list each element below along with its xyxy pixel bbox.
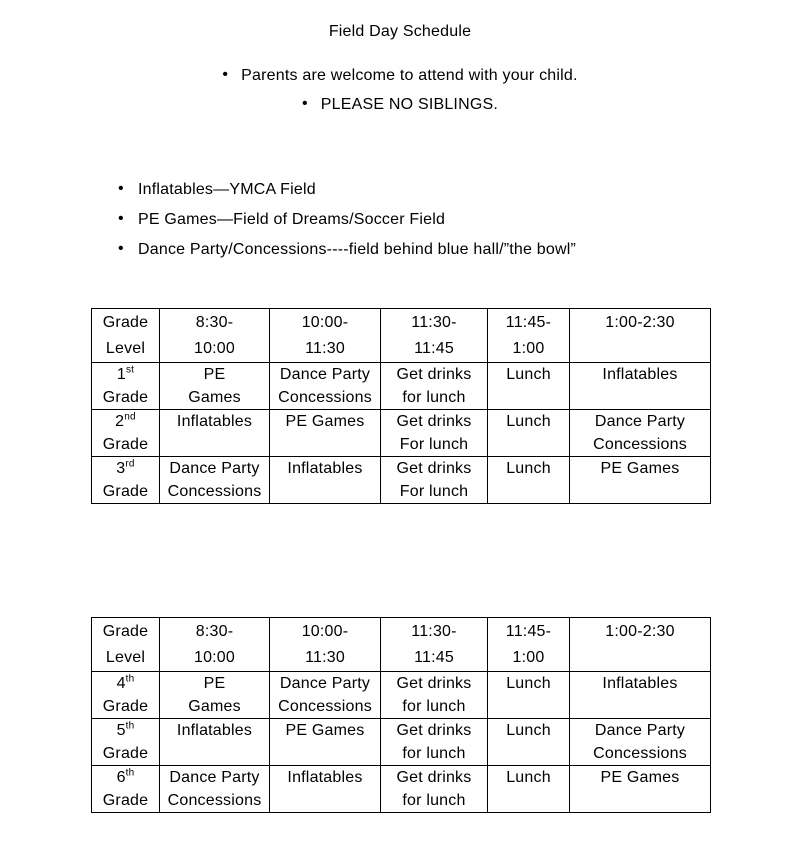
- schedule-cell: PE Games: [570, 766, 711, 813]
- locations-list: [118, 175, 576, 265]
- location-text: Inflatables—YMCA Field: [138, 181, 316, 198]
- schedule-cell: Get drinks for lunch: [381, 766, 488, 813]
- bullet-icon: •: [118, 240, 124, 257]
- schedule-cell: Lunch: [488, 410, 570, 457]
- table-row: [92, 766, 711, 813]
- header-cell: 8:30- 10:00: [160, 618, 270, 672]
- bullet-icon: •: [301, 95, 308, 112]
- schedule-cell: PE Games: [270, 410, 381, 457]
- schedule-cell: Get drinks for lunch: [381, 719, 488, 766]
- header-cell: 10:00- 11:30: [270, 618, 381, 672]
- table-header-row: [92, 618, 711, 672]
- schedule-cell: Inflatables: [270, 766, 381, 813]
- schedule-cell: Get drinks for lunch: [381, 672, 488, 719]
- note-item: [0, 61, 800, 90]
- schedule-cell: Dance Party Concessions: [570, 719, 711, 766]
- grade-cell: 3rd Grade: [92, 457, 160, 504]
- schedule-cell: Inflatables: [160, 410, 270, 457]
- bullet-icon: •: [118, 180, 124, 197]
- header-cell: 11:45- 1:00: [488, 309, 570, 363]
- schedule-cell: PE Games: [160, 672, 270, 719]
- schedule-cell: Dance Party Concessions: [270, 672, 381, 719]
- header-cell: 11:45- 1:00: [488, 618, 570, 672]
- table-row: [92, 457, 711, 504]
- page-title: Field Day Schedule: [328, 23, 472, 40]
- schedule-cell: PE Games: [160, 363, 270, 410]
- schedule-table-grades-4-6: [91, 617, 711, 813]
- header-cell: 1:00-2:30: [570, 618, 711, 672]
- schedule-cell: Lunch: [488, 672, 570, 719]
- grade-cell: 1st Grade: [92, 363, 160, 410]
- grade-cell: 5th Grade: [92, 719, 160, 766]
- schedule-cell: Inflatables: [570, 363, 711, 410]
- schedule-cell: Dance Party Concessions: [570, 410, 711, 457]
- schedule-cell: Dance Party Concessions: [160, 766, 270, 813]
- header-cell: 8:30- 10:00: [160, 309, 270, 363]
- bullet-icon: •: [118, 210, 124, 227]
- schedule-cell: Inflatables: [160, 719, 270, 766]
- bullet-icon: •: [222, 66, 229, 83]
- header-cell: Grade Level: [92, 309, 160, 363]
- location-text: Dance Party/Concessions----field behind blue hall/”the bowl”: [138, 241, 576, 258]
- schedule-cell: PE Games: [570, 457, 711, 504]
- location-item: [118, 175, 576, 205]
- schedule-cell: PE Games: [270, 719, 381, 766]
- header-cell: 10:00- 11:30: [270, 309, 381, 363]
- schedule-cell: Lunch: [488, 766, 570, 813]
- header-cell: Grade Level: [92, 618, 160, 672]
- grade-cell: 4th Grade: [92, 672, 160, 719]
- table-row: [92, 719, 711, 766]
- note-text: Parents are welcome to attend with your child.: [241, 67, 578, 84]
- grade-cell: 2nd Grade: [92, 410, 160, 457]
- header-cell: 1:00-2:30: [570, 309, 711, 363]
- note-text: PLEASE NO SIBLINGS.: [320, 96, 498, 113]
- schedule-cell: Lunch: [488, 363, 570, 410]
- notes-list: [0, 61, 800, 119]
- schedule-cell: Dance Party Concessions: [160, 457, 270, 504]
- table-row: [92, 672, 711, 719]
- schedule-cell: Lunch: [488, 719, 570, 766]
- schedule-cell: Get drinks For lunch: [381, 457, 488, 504]
- schedule-cell: Lunch: [488, 457, 570, 504]
- schedule-cell: Get drinks For lunch: [381, 410, 488, 457]
- schedule-table-grades-1-3: [91, 308, 711, 504]
- location-item: [118, 205, 576, 235]
- schedule-cell: Inflatables: [270, 457, 381, 504]
- note-item: [0, 90, 800, 119]
- location-item: [118, 235, 576, 265]
- schedule-cell: Inflatables: [570, 672, 711, 719]
- location-text: PE Games—Field of Dreams/Soccer Field: [138, 211, 446, 228]
- table-header-row: [92, 309, 711, 363]
- table-row: [92, 410, 711, 457]
- schedule-cell: Dance Party Concessions: [270, 363, 381, 410]
- header-cell: 11:30- 11:45: [381, 309, 488, 363]
- grade-cell: 6th Grade: [92, 766, 160, 813]
- schedule-cell: Get drinks for lunch: [381, 363, 488, 410]
- header-cell: 11:30- 11:45: [381, 618, 488, 672]
- table-row: [92, 363, 711, 410]
